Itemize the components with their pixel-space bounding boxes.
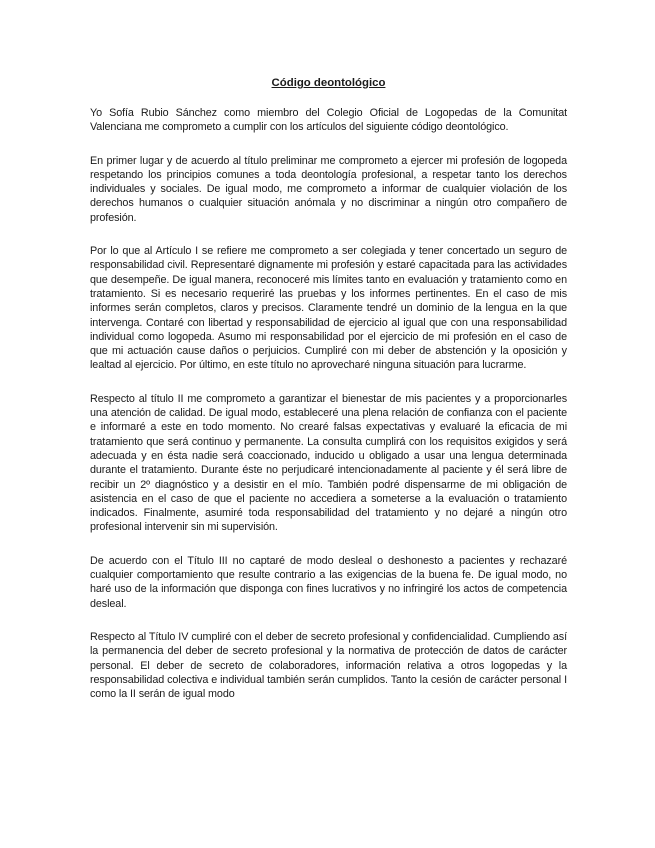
paragraph-title-3: De acuerdo con el Título III no captaré de modo desleal o deshonesto a pacientes y rechazaré cualquier comportamiento que resulte contrario a las exigencias de la buena fe. De igual modo, no haré uso de la información que disponga con fines lucrativos y no infringiré los actos de competencia desleal. [90, 554, 567, 610]
document-page [90, 76, 567, 720]
paragraph-title-4: Respecto al Título IV cumpliré con el deber de secreto profesional y confidencialidad. Cumpliendo así la permanencia del deber de secreto profesional y la normativa de protección de datos de carácter personal. El deber de secreto de colaboradores, información relativa a otros logopedas y la responsabilidad colectiva e individual también serán cumplidos. Tanto la cesión de carácter personal I como la II serán de igual modo [90, 630, 567, 701]
paragraph-intro: Yo Sofía Rubio Sánchez como miembro del Colegio Oficial de Logopedas de la Comunitat Valenciana me comprometo a cumplir con los artículos del siguiente código deontológico. [90, 107, 567, 134]
paragraph-article-1: Por lo que al Artículo I se refiere me comprometo a ser colegiada y tener concertado un seguro de responsabilidad civil. Representaré dignamente mi profesión y estaré capacitada para las actividades que desempeñe. De igual manera, reconoceré mis límites tanto en evaluación y tratamiento como en tratamiento. Si es necesario requeriré las pruebas y los informes pertinentes. En el caso de mis informes serán completos, claros y precisos. Claramente tendré un dominio de la lengua en la que intervenga. Contaré con libertad y responsabilidad de ejercicio al igual que con una responsabilidad individual como logopeda. Asumo mi responsabilidad por el ejercicio de mi profesión en el caso de que mi actuación cause daños o perjuicios. Cumpliré con mi deber de abstención y la oposición y lealtad al ejercicio. Por último, en este título no aprovecharé ninguna situación para lucrarme. [90, 245, 567, 372]
paragraph-preliminary-title: En primer lugar y de acuerdo al título preliminar me comprometo a ejercer mi profesión de logopeda respetando los principios comunes a toda deontología profesional, a respetar tanto los derechos individuales y sociales. De igual modo, me comprometo a informar de cualquier violación de los derechos humanos o cualquier situación anómala y no discriminar a ningún otro compañero de profesión. [90, 154, 567, 224]
document-title: Código deontológico [271, 77, 386, 89]
paragraph-title-2: Respecto al título II me comprometo a garantizar el bienestar de mis pacientes y a proporcionarles una atención de calidad. De igual modo, estableceré una plena relación de confianza con el paciente e informaré a este en todo momento. No crearé falsas expectativas y evaluaré la eficacia de mi tratamiento que será continuo y permanente. La consulta cumplirá con los requisitos exigidos y será adecuada y en ésta nadie será coaccionado, inducido u obligado a usar una lengua determinada durante el tratamiento. Durante éste no perjudicaré intencionadamente al paciente y él será libre de recibir un 2º diagnóstico y a desistir en el mío. También podré dispensarme de mi obligación de asistencia en el caso de que el paciente no accediera a someterse a la evaluación o tratamiento indicados. Finalmente, asumiré toda responsabilidad del tratamiento y no dejaré a ningún otro profesional intervenir sin mi supervisión. [90, 392, 567, 534]
